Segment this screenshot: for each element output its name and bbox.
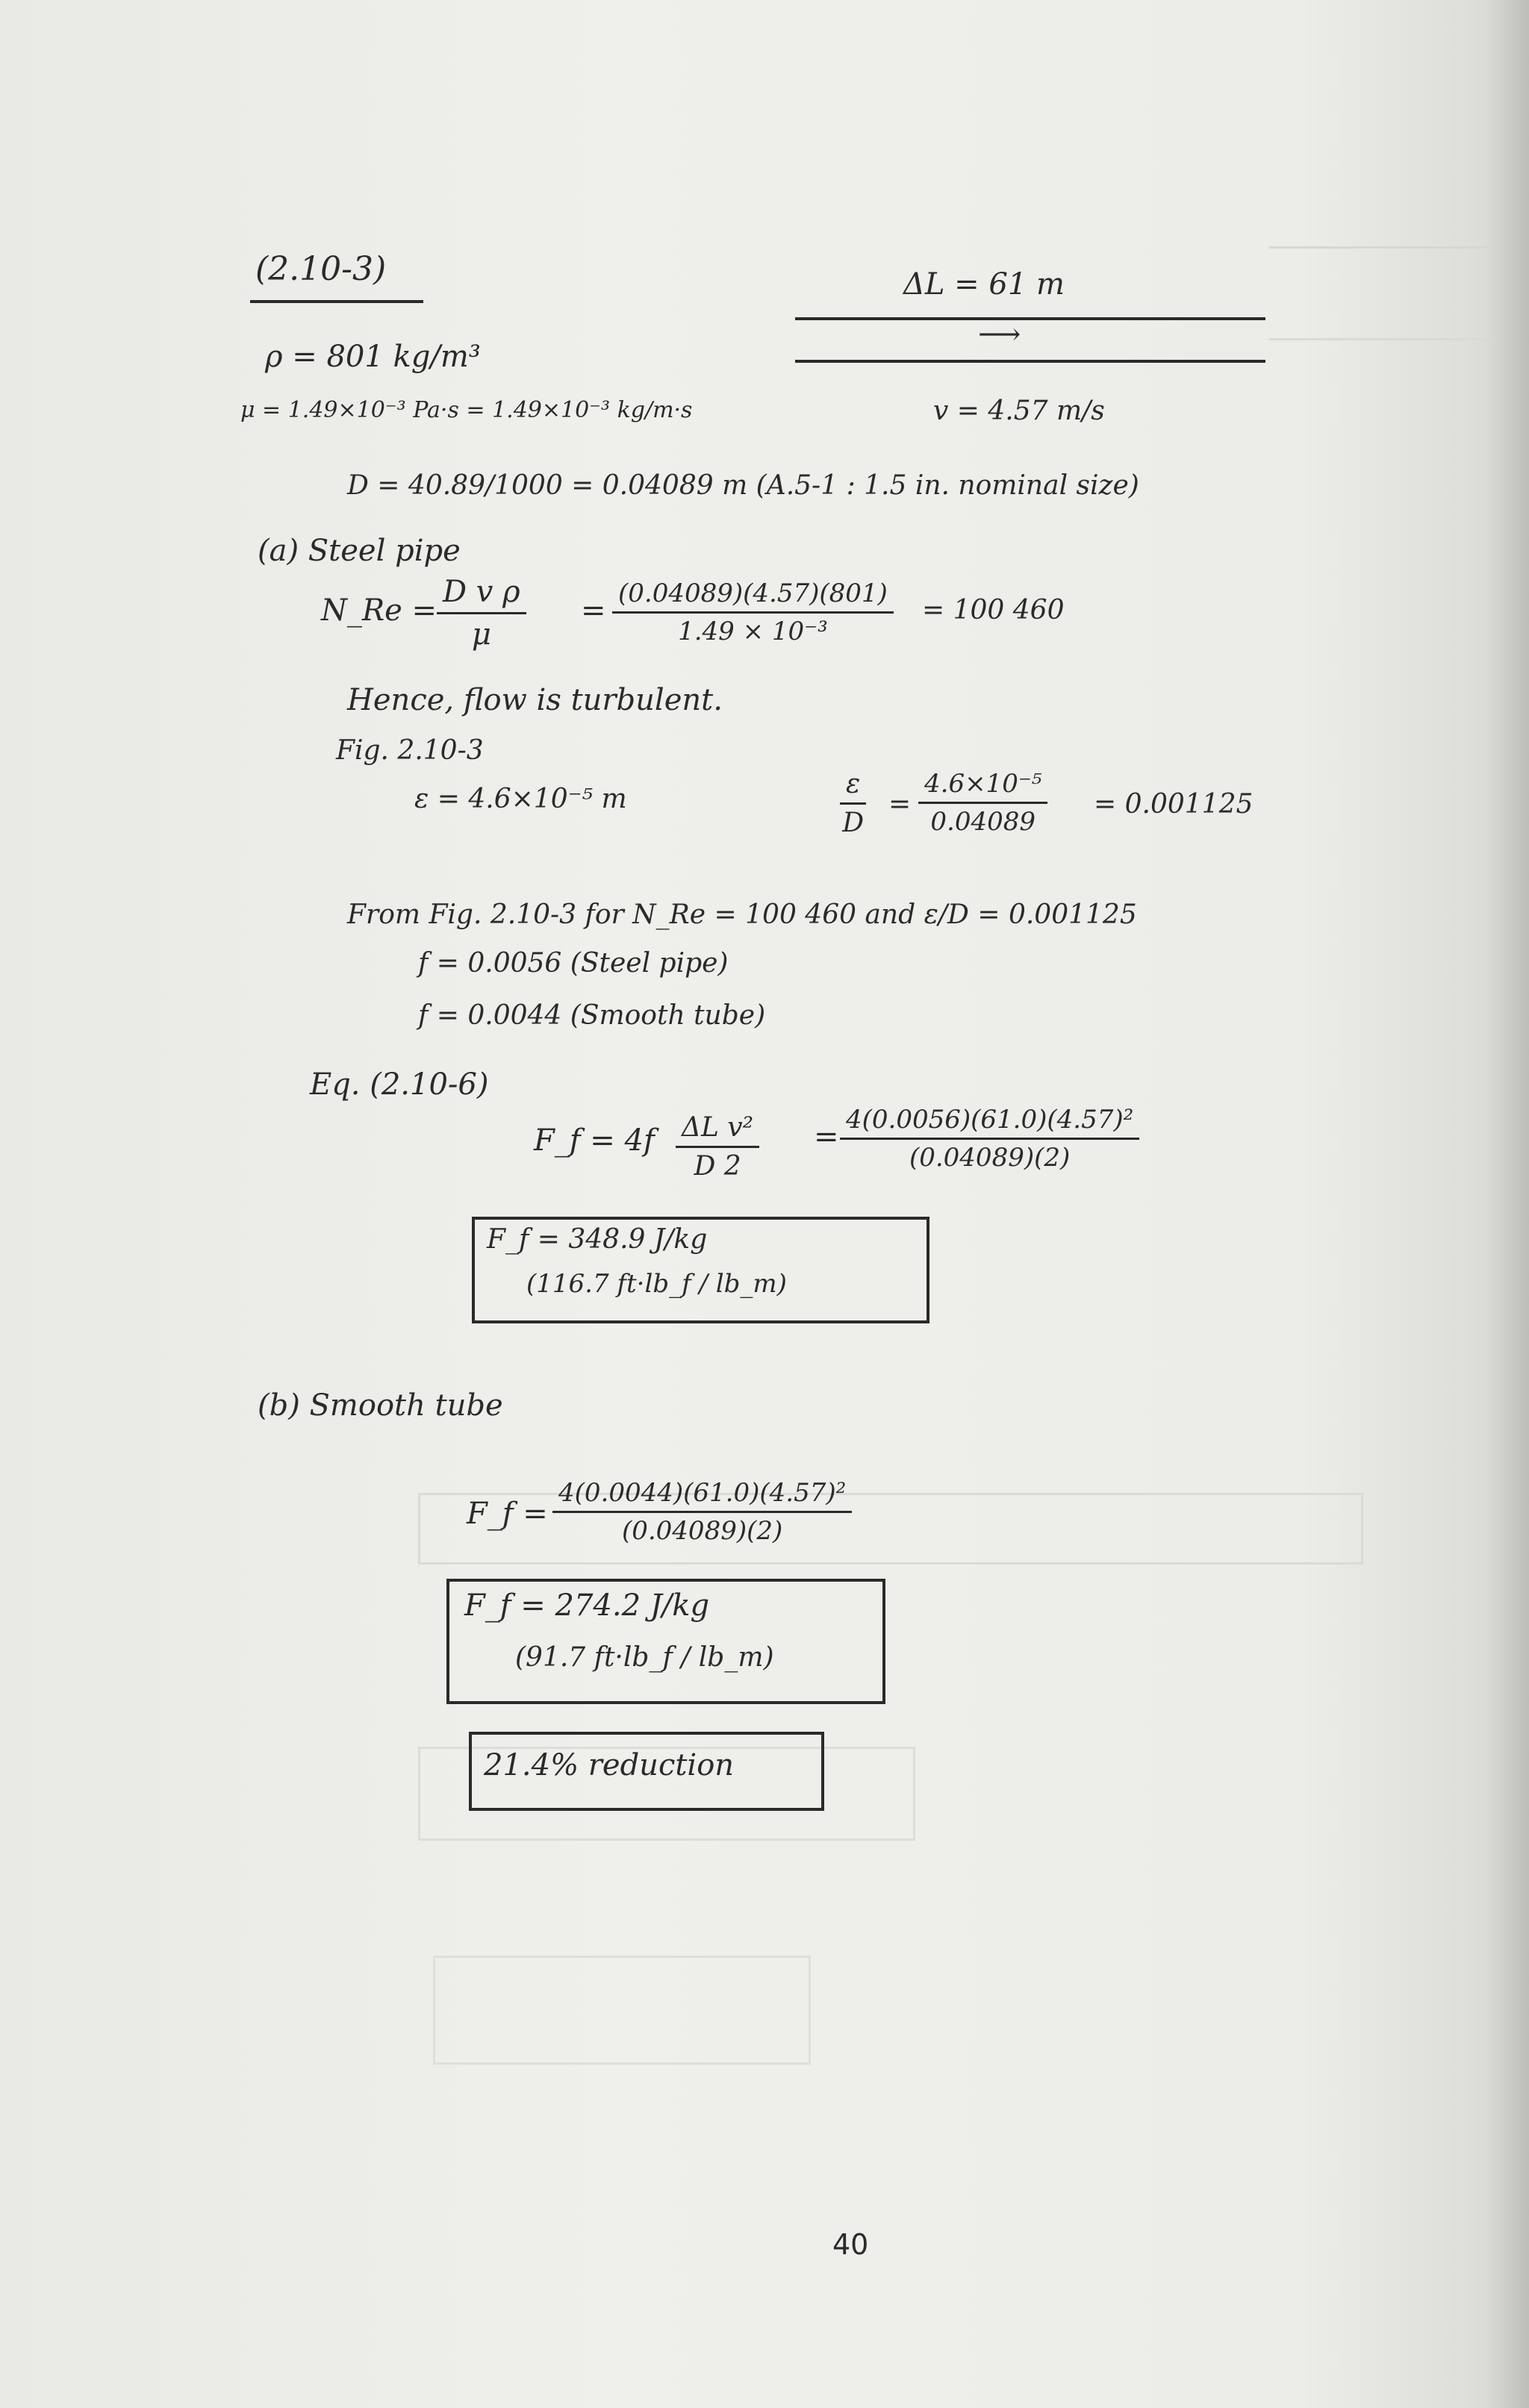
diameter-line: D = 40.89/1000 = 0.04089 m (A.5-1 : 1.5 in. nominal size) — [347, 470, 1139, 501]
pipe-top-line — [795, 317, 1265, 320]
reynolds-lhs: N_Re = — [321, 593, 437, 628]
relative-roughness-lhs-num: ε — [840, 769, 866, 805]
smooth-friction-numerator: 4(0.0044)(61.0)(4.57)² — [552, 1478, 852, 1513]
pipe-bottom-line — [795, 360, 1265, 363]
reynolds-denominator-numeric: 1.49 × 10⁻³ — [678, 617, 828, 646]
turbulent-statement: Hence, flow is turbulent. — [347, 683, 723, 717]
friction-loss-lhs: F_f = 4f — [534, 1123, 655, 1158]
problem-number: (2.10-3) — [255, 250, 387, 288]
density-value: ρ = 801 kg/m³ — [265, 340, 481, 374]
friction-loss-denominator-symbolic: D 2 — [694, 1151, 741, 1182]
flow-arrow-icon: ⟶ — [978, 317, 1021, 352]
friction-factor-steel: f = 0.0056 (Steel pipe) — [418, 948, 729, 979]
reynolds-equals: = — [581, 593, 606, 628]
reduction-text: 21.4% reduction — [484, 1748, 735, 1782]
from-figure-line: From Fig. 2.10-3 for N_Re = 100 460 and ε/D = 0.001125 — [347, 899, 1137, 930]
relative-roughness-equals: = — [888, 789, 912, 820]
friction-loss-numerator-numeric: 4(0.0056)(61.0)(4.57)² — [840, 1105, 1139, 1140]
roughness-value: ε = 4.6×10⁻⁵ m — [414, 784, 627, 814]
reynolds-result: = 100 460 — [922, 595, 1065, 626]
page-number: 40 — [832, 2228, 869, 2261]
smooth-friction-fraction — [552, 1478, 852, 1546]
viscosity-value: μ = 1.49×10⁻³ Pa·s = 1.49×10⁻³ kg/m·s — [240, 397, 693, 423]
friction-factor-smooth: f = 0.0044 (Smooth tube) — [418, 1000, 766, 1031]
relative-roughness-lhs-den: D — [842, 808, 865, 838]
delta-l-label: ΔL = 61 m — [903, 267, 1065, 302]
reynolds-numerator-numeric: (0.04089)(4.57)(801) — [612, 578, 894, 614]
part-a-heading: (a) Steel pipe — [258, 534, 461, 568]
friction-loss-fraction-numeric — [840, 1105, 1139, 1173]
part-b-heading: (b) Smooth tube — [258, 1388, 503, 1423]
relative-roughness-lhs — [840, 769, 866, 838]
friction-loss-equals: = — [814, 1120, 839, 1154]
problem-number-underline — [250, 300, 423, 303]
bleed-through-box — [433, 1956, 811, 2065]
smooth-result-english: (91.7 ft·lb_f / lb_m) — [515, 1642, 774, 1673]
steel-result-english: (116.7 ft·lb_f / lb_m) — [526, 1269, 787, 1299]
relative-roughness-result: = 0.001125 — [1094, 789, 1254, 820]
friction-loss-fraction-symbolic — [676, 1112, 759, 1182]
equation-reference: Eq. (2.10-6) — [310, 1067, 489, 1102]
velocity-value: v = 4.57 m/s — [933, 396, 1105, 426]
smooth-result-si: F_f = 274.2 J/kg — [464, 1588, 710, 1623]
smooth-friction-lhs: F_f = — [467, 1497, 548, 1531]
reynolds-numerator-symbolic: D v ρ — [437, 575, 526, 614]
relative-roughness-fraction — [918, 769, 1047, 837]
reynolds-fraction-numeric — [612, 578, 894, 646]
relative-roughness-num: 4.6×10⁻⁵ — [918, 769, 1047, 804]
reynolds-denominator-symbolic: μ — [471, 617, 491, 652]
friction-loss-numerator-symbolic: ΔL v² — [676, 1112, 759, 1148]
friction-loss-denominator-numeric: (0.04089)(2) — [909, 1143, 1071, 1173]
bleed-through-shadow — [1269, 246, 1493, 340]
steel-result-si: F_f = 348.9 J/kg — [487, 1224, 708, 1255]
reynolds-fraction-symbolic — [437, 575, 526, 652]
figure-reference: Fig. 2.10-3 — [336, 735, 484, 766]
smooth-friction-denominator: (0.04089)(2) — [621, 1516, 783, 1546]
relative-roughness-den: 0.04089 — [930, 807, 1036, 837]
